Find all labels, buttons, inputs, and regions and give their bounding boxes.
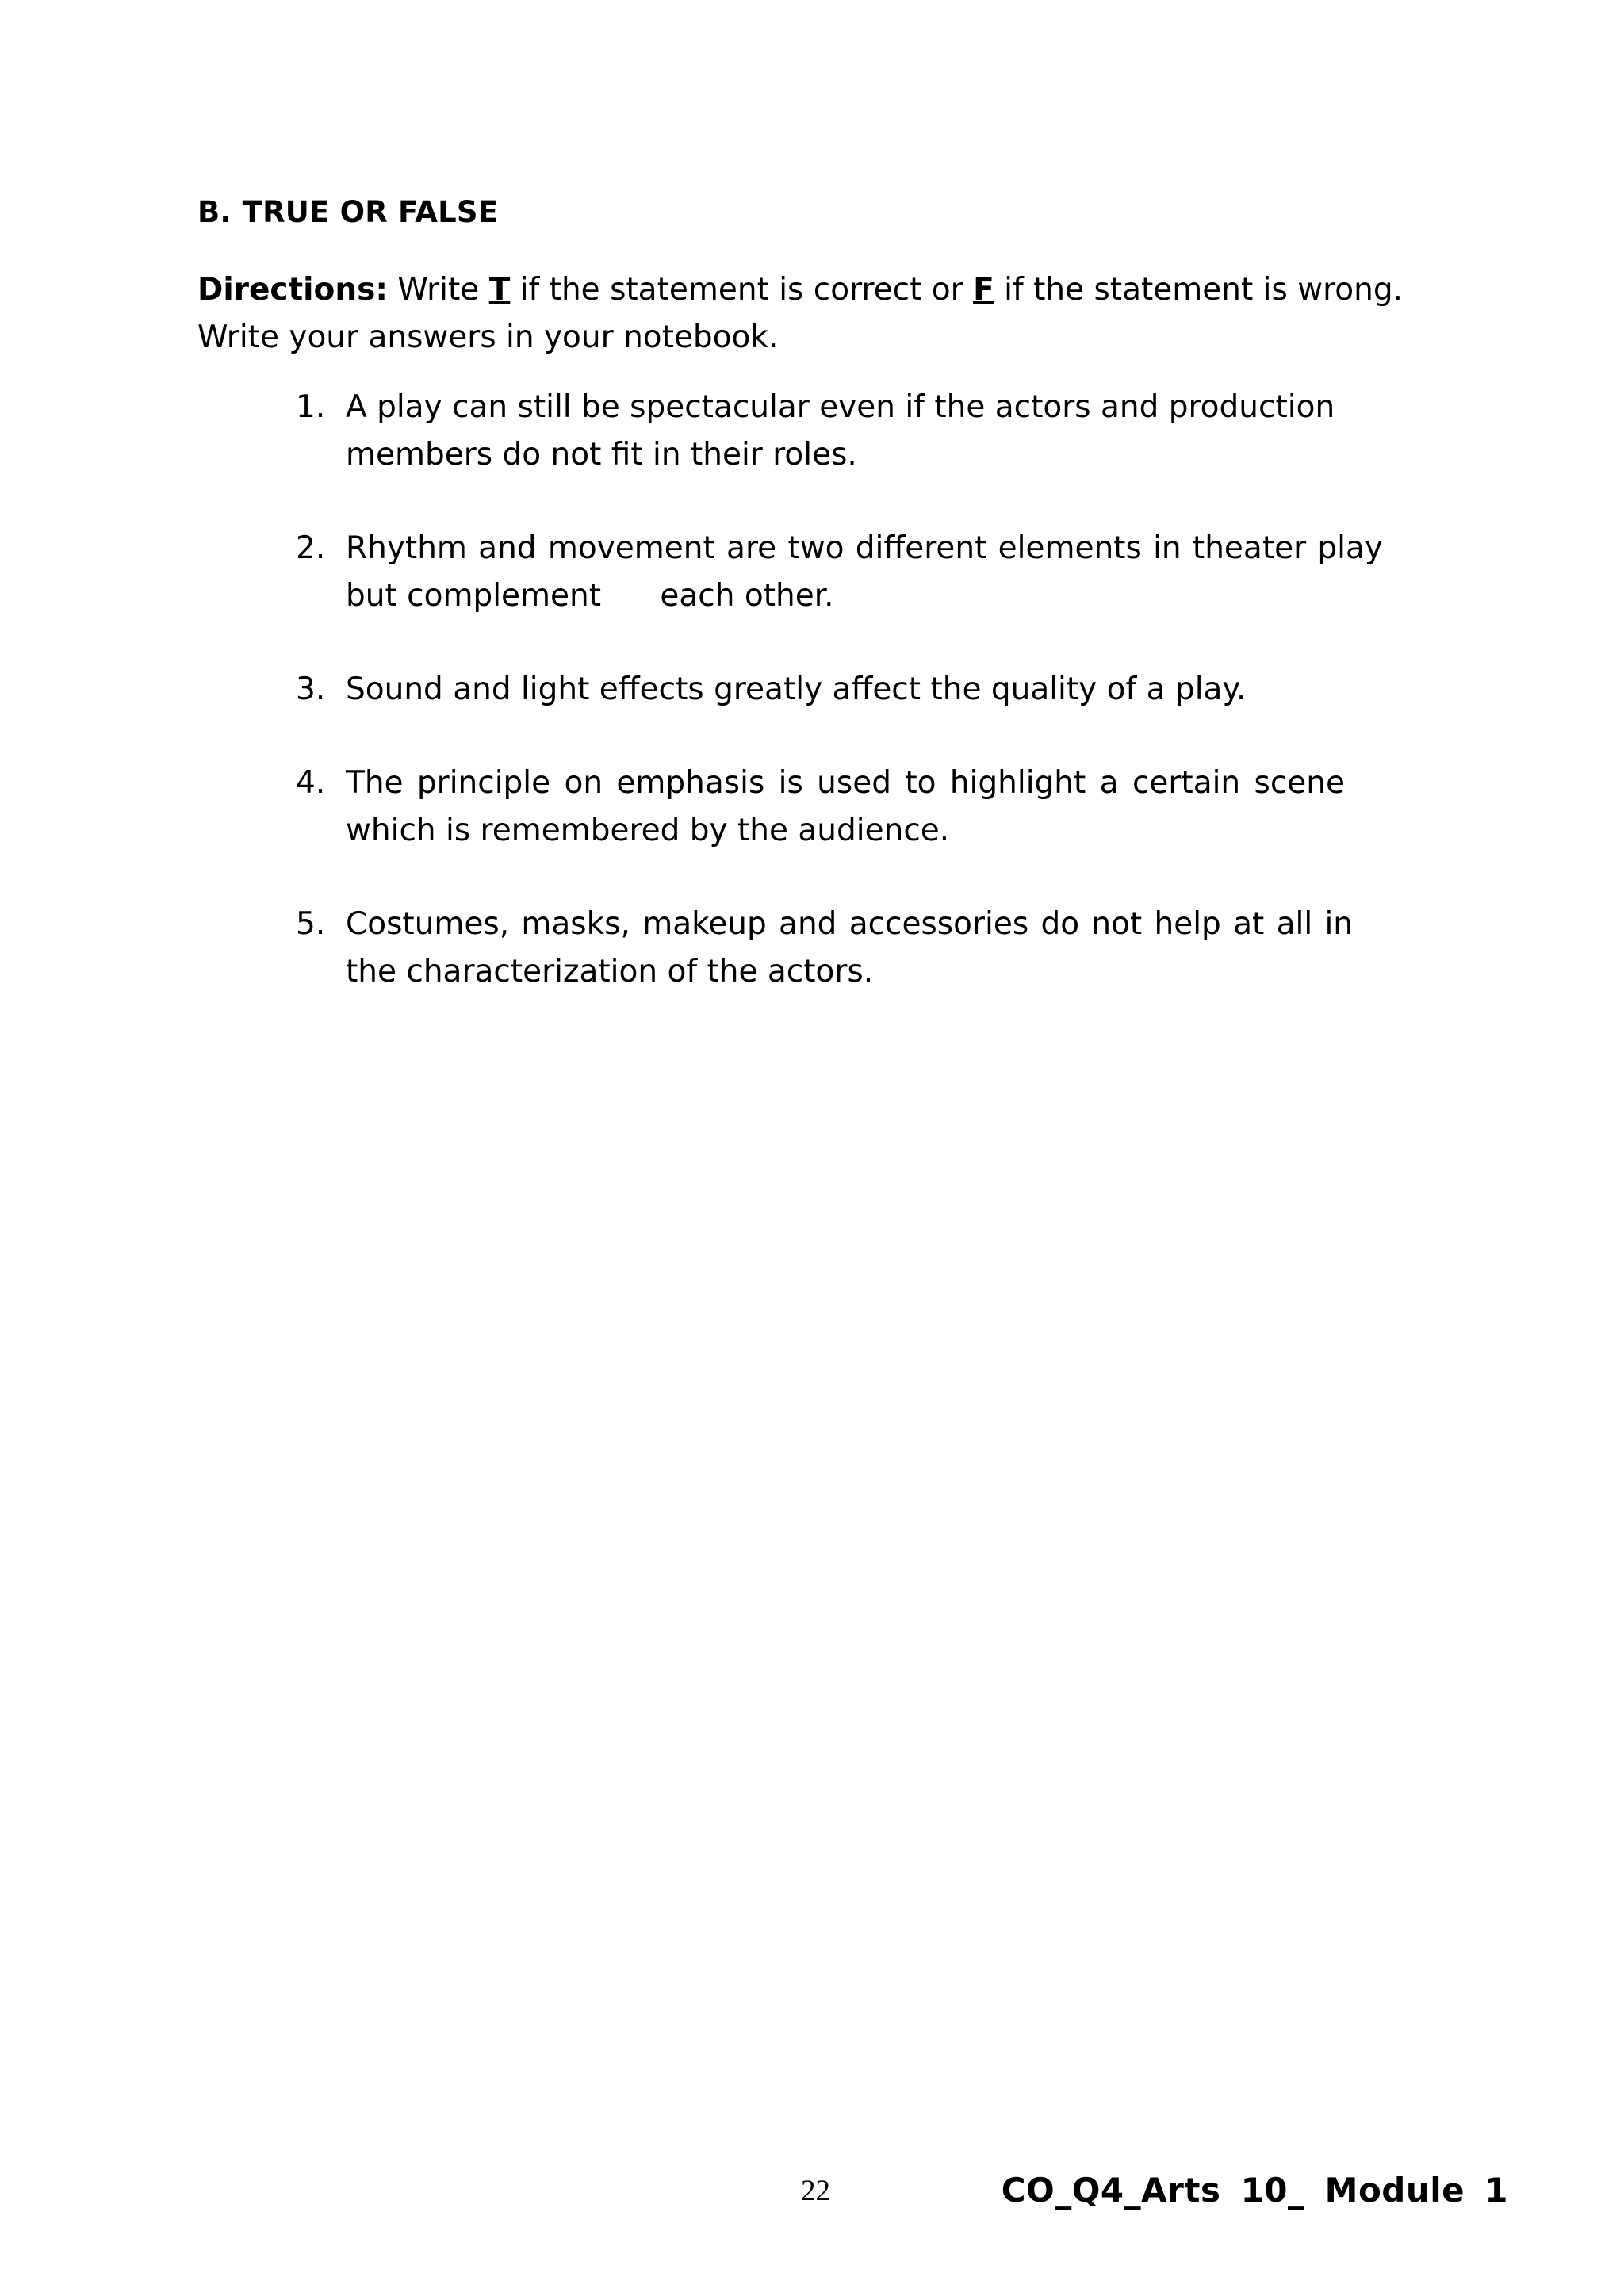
list-item xyxy=(0,760,1624,855)
item-number: 3. xyxy=(296,672,326,707)
directions-text-3: if the statement is wrong. Write your answers in your notebook. xyxy=(197,272,1404,355)
directions-text-1: Write xyxy=(387,272,489,308)
item-text: Rhythm and movement are two different elements in theater play but complement each other. xyxy=(346,530,1393,614)
false-key: F xyxy=(973,272,994,308)
list-item xyxy=(0,384,1624,479)
page-number: 22 xyxy=(801,2175,830,2207)
directions-text-2: if the statement is correct or xyxy=(510,272,974,308)
list-item xyxy=(0,525,1624,620)
item-number: 1. xyxy=(296,389,326,425)
item-number: 4. xyxy=(296,765,326,801)
item-text: Costumes, masks, makeup and accessories do not help at all in the characterization of the actors. xyxy=(346,906,1353,989)
section-letter: B. xyxy=(197,195,232,229)
module-code: CO_Q4_Arts 10_ Module 1 xyxy=(1001,2171,1508,2210)
item-text: Sound and light effects greatly affect the quality of a play. xyxy=(346,672,1247,707)
item-number: 5. xyxy=(296,906,326,942)
statement-list xyxy=(0,384,1624,1042)
directions-label: Directions: xyxy=(197,272,388,308)
list-item xyxy=(0,666,1624,714)
item-text: The principle on emphasis is used to highlight a certain scene which is remembered by the audience. xyxy=(346,765,1345,848)
directions-paragraph xyxy=(197,266,1442,362)
true-key: T xyxy=(488,272,511,308)
item-number: 2. xyxy=(296,530,326,566)
list-item xyxy=(0,901,1624,996)
section-heading xyxy=(197,195,498,229)
item-text: A play can still be spectacular even if the actors and production members do not fit in their roles. xyxy=(346,389,1335,473)
section-title: TRUE OR FALSE xyxy=(242,195,499,229)
